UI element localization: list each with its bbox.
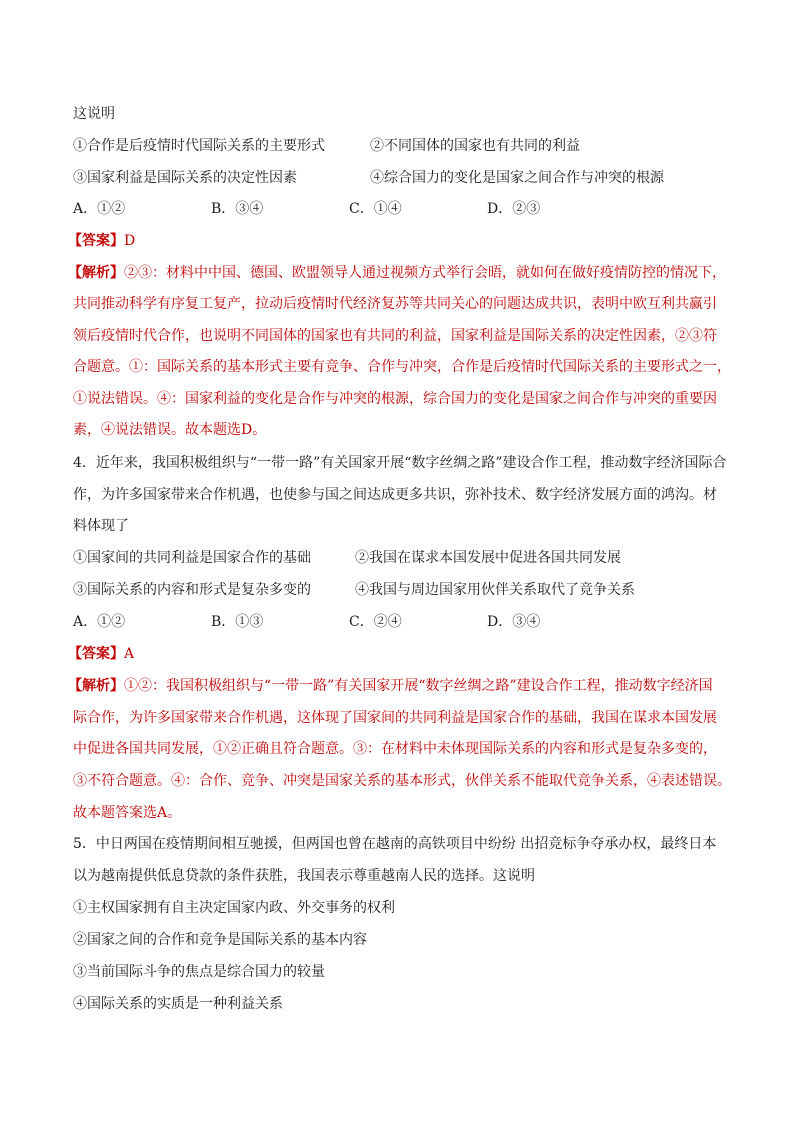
q3-choice-a: A．①② [73, 201, 126, 217]
q4-analysis-line-4: ③不符合题意。④：合作、竞争、冲突是国家关系的基本形式，伙伴关系不能取代竞争关系，④表述错误。 [73, 773, 731, 789]
q3-choices [73, 200, 625, 218]
q4-choice-b: B．①③ [211, 614, 264, 630]
q4-answer [68, 645, 134, 663]
q5-option-2: ②国家之间的合作和竞争是国际关系的基本内容 [73, 932, 367, 948]
q3-choice-c: C．①④ [349, 201, 402, 217]
q5-option-1: ①主权国家拥有自主决定国家内政、外交事务的权利 [73, 900, 395, 916]
q4-analysis-label: 【解析】 [68, 678, 124, 694]
q3-analysis-line-2: 共同推动科学有序复工复产，拉动后疫情时代经济复苏等共同关心的问题达成共识，表明中欧互利共赢引 [73, 296, 717, 312]
q5-stem-line-1: 5．中日两国在疫情期间相互驰援，但两国也曾在越南的高铁项目中纷纷 出招竞标争夺承办权，最终日本 [73, 836, 717, 852]
q5-option-3: ③当前国际斗争的焦点是综合国力的较量 [73, 964, 325, 980]
q4-stem-line-1: 4．近年来，我国积极组织与“一带一路”有关国家开展“数字丝绸之路”建设合作工程，推动数字经济国际合 [73, 455, 727, 471]
q4-choice-d: D．③④ [487, 614, 541, 630]
q3-answer [68, 232, 135, 250]
q3-option-4: ④综合国力的变化是国家之间合作与冲突的根源 [370, 170, 664, 186]
q3-choice-d: D．②③ [487, 201, 541, 217]
q4-analysis-line-2: 际合作，为许多国家带来合作机遇，这体现了国家间的共同利益是国家合作的基础，我国在谋求本国发展 [73, 710, 717, 726]
q4-answer-label: 【答案】 [68, 646, 124, 662]
q4-choices [73, 613, 625, 631]
q4-stem-line-3: 料体现了 [73, 518, 129, 534]
q3-option-2: ②不同国体的国家也有共同的利益 [370, 138, 580, 154]
q4-option-2: ②我国在谋求本国发展中促进各国共同发展 [355, 550, 621, 566]
q3-analysis-line-1: 【解析】②③：材料中中国、德国、欧盟领导人通过视频方式举行会晤，就如何在做好疫情防控的情况下， [68, 265, 726, 281]
q4-choice-c: C．②④ [349, 614, 402, 630]
q4-answer-value: A [124, 646, 135, 662]
q4-stem-line-2: 作，为许多国家带来合作机遇，也使参与国之间达成更多共识，弥补技术、数字经济发展方面的鸿沟。材 [73, 487, 717, 503]
q5-stem-line-2: 以为越南提供低息贷款的条件获胜，我国表示尊重越南人民的选择。这说明 [73, 868, 535, 884]
q3-answer-value: D [124, 233, 136, 249]
q4-analysis-line-3: 中促进各国共同发展，①②正确且符合题意。③：在材料中未体现国际关系的内容和形式是复杂多变的， [73, 741, 717, 757]
q4-option-4: ④我国与周边国家用伙伴关系取代了竞争关系 [355, 582, 635, 598]
q3-analysis-line-3: 领后疫情时代合作，也说明不同国体的国家也有共同的利益，国家利益是国际关系的决定性因素，②③符 [73, 328, 717, 344]
q3-answer-label: 【答案】 [68, 233, 124, 249]
q4-option-3: ③国际关系的内容和形式是复杂多变的 [73, 582, 311, 598]
q3-analysis-label: 【解析】 [68, 265, 124, 281]
q3-option-3: ③国家利益是国际关系的决定性因素 [73, 170, 297, 186]
q3-choice-b: B．③④ [211, 201, 264, 217]
q3-analysis-line-4: 合题意。①：国际关系的基本形式主要有竞争、合作与冲突，合作是后疫情时代国际关系的主要形式之一， [73, 359, 731, 375]
q3-option-1: ①合作是后疫情时代国际关系的主要形式 [73, 138, 325, 154]
q4-analysis-line-1: 【解析】①②：我国积极组织与“一带一路”有关国家开展“数字丝绸之路”建设合作工程，推动数字经济国 [68, 678, 713, 694]
q3-analysis-line-6: 素，④说法错误。故本题选D。 [73, 422, 267, 438]
q3-stem-end: 这说明 [73, 106, 115, 122]
q3-analysis-line-5: ①说法错误。④：国家利益的变化是合作与冲突的根源，综合国力的变化是国家之间合作与冲突的重要因 [73, 391, 717, 407]
q4-analysis-line-5: 故本题答案选A。 [73, 805, 182, 821]
q5-option-4: ④国际关系的实质是一种利益关系 [73, 996, 283, 1012]
q4-choice-a: A．①② [73, 614, 126, 630]
q4-option-1: ①国家间的共同利益是国家合作的基础 [73, 550, 311, 566]
